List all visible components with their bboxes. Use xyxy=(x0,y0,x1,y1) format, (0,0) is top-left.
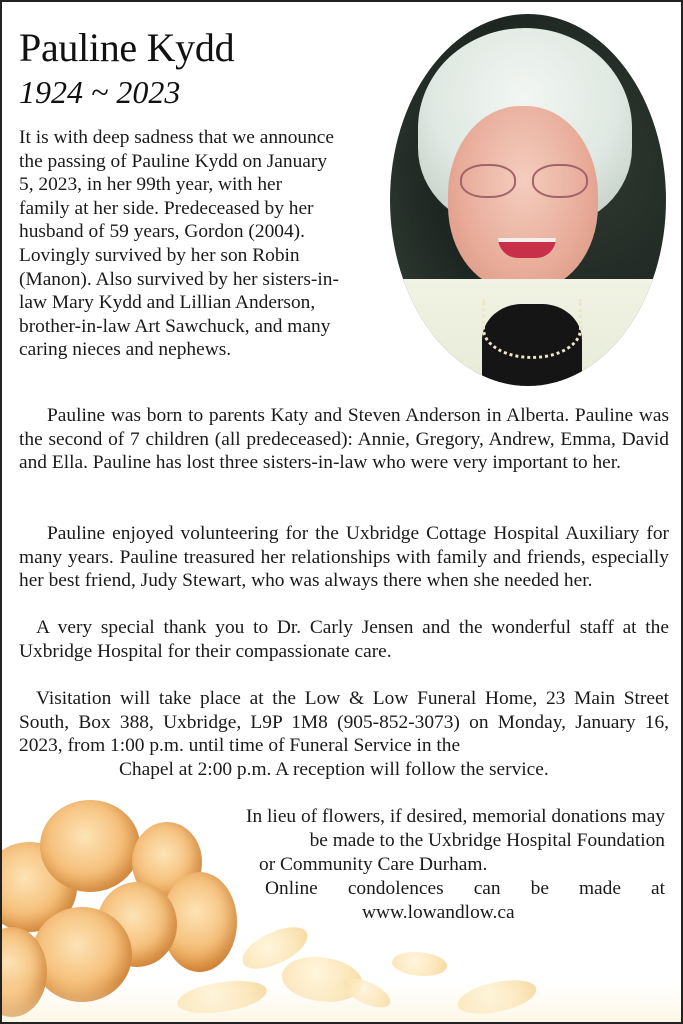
intro-line: It is with deep sadness that we announce xyxy=(19,127,335,148)
pearl-necklace-icon xyxy=(482,299,582,359)
visitation-last-line: Chapel at 2:00 p.m. A reception will follow the service. xyxy=(119,758,549,780)
visitation-text: Visitation will take place at the Low & Low Funeral Home, 23 Main Street South, Box 388, Uxbridge, L9P 1M8 (905-852-3073) on Monday, January 16, 2023, from 1:00 p.m. until time of Funeral Service in the xyxy=(19,688,669,757)
donations-line-2: be made to the Uxbridge Hospital Foundation xyxy=(309,830,665,851)
intro-line: the passing of Pauline Kydd on January xyxy=(19,150,328,172)
glasses-icon xyxy=(532,164,588,198)
glasses-icon xyxy=(460,164,516,198)
face xyxy=(448,106,598,291)
intro-line: 5, 2023, in her 99th year, with her xyxy=(19,174,283,196)
deceased-name: Pauline Kydd xyxy=(19,25,235,70)
intro-line: law Mary Kydd and Lillian Anderson, xyxy=(19,292,316,314)
intro-line: brother-in-law Art Sawchuck, and many xyxy=(19,315,331,337)
family-paragraph: Pauline was born to parents Katy and Steven Anderson in Alberta. Pauline was the second of 7 children (all predeceased): Annie, Gregory, Andrew, Emma, David and Ella. Pauline has lost three sisters-in-law who were very important to her. xyxy=(19,405,669,474)
donations-line-1: In lieu of flowers, if desired, memorial donations may xyxy=(246,806,665,827)
visitation-paragraph xyxy=(19,687,669,781)
portrait-photo-icon xyxy=(390,14,666,386)
intro-line: (Manon). Also survived by her sisters-in- xyxy=(19,268,339,290)
thanks-paragraph: A very special thank you to Dr. Carly Jensen and the wonderful staff at the Uxbridge Hospital for their compassionate care. xyxy=(19,617,669,662)
condolences-text: Online condolences can be made at xyxy=(265,878,665,899)
intro-line: husband of 59 years, Gordon (2004). xyxy=(19,221,305,243)
volunteering-paragraph: Pauline enjoyed volunteering for the Uxbridge Cottage Hospital Auxiliary for many years. Pauline treasured her relationships with family and friends, especially her best friend, Judy Stewart, who was always there when she needed her. xyxy=(19,523,669,592)
intro-line: caring nieces and nephews. xyxy=(19,339,232,361)
life-years: 1924 ~ 2023 xyxy=(19,74,181,110)
intro-line: family at her side. Predeceased by her xyxy=(19,197,314,219)
donations-line-3: or Community Care Durham. xyxy=(259,854,488,875)
condolences-url-link[interactable]: www.lowandlow.ca xyxy=(362,902,515,923)
intro-paragraph xyxy=(19,126,411,362)
intro-line: Lovingly survived by her son Robin xyxy=(19,244,300,266)
